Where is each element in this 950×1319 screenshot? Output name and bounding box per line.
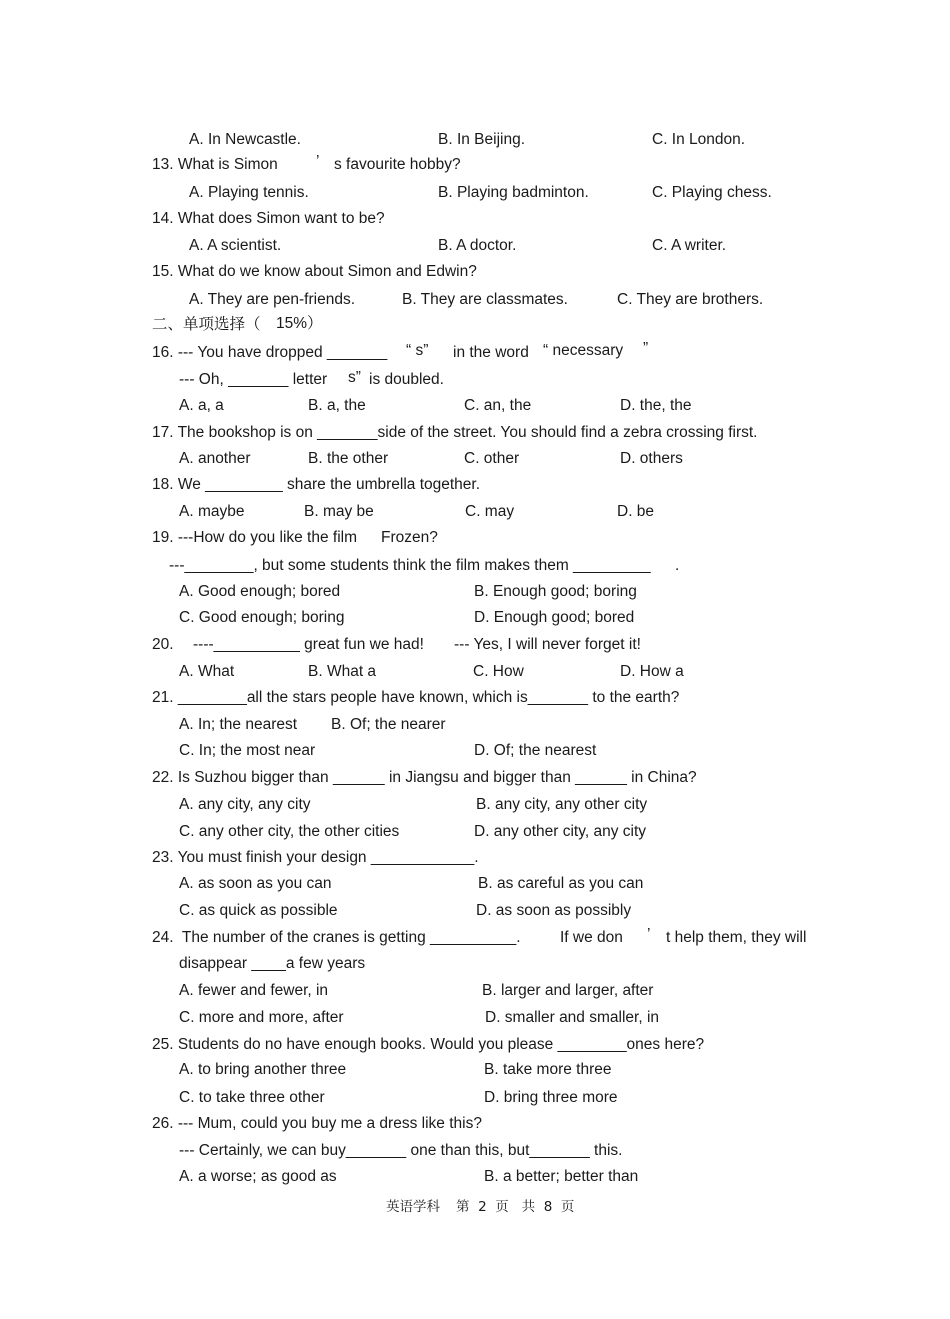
q18-option-a: A. maybe — [179, 503, 245, 520]
q13-apostrophe: ’ — [316, 153, 320, 170]
q18-option-b: B. may be — [304, 503, 374, 520]
q25-option-d: D. bring three more — [484, 1089, 618, 1106]
q16-option-c: C. an, the — [464, 397, 532, 414]
q19-option-a: A. Good enough; bored — [179, 583, 341, 600]
q20-option-d: D. How a — [620, 663, 684, 680]
q18-option-d: D. be — [617, 503, 655, 520]
q20-option-a: A. What — [179, 663, 235, 680]
q16-close-quote: ” — [643, 340, 649, 357]
q14-option-a: A. A scientist. — [189, 237, 282, 254]
q24-option-d: D. smaller and smaller, in — [485, 1009, 660, 1026]
q16-question-part3: in the word — [453, 344, 529, 361]
q23-option-d: D. as soon as possibly — [476, 902, 632, 919]
q26-reply: --- Certainly, we can buy_______ one than this, but_______ this. — [179, 1142, 623, 1159]
q15-option-b: B. They are classmates. — [402, 291, 568, 308]
q24-apostrophe: ’ — [647, 926, 651, 943]
section-2-percent: 15%） — [276, 315, 323, 332]
q15-question: 15. What do we know about Simon and Edwin? — [152, 263, 477, 280]
q19-film-title: Frozen? — [381, 529, 438, 546]
q19-reply-period: . — [675, 557, 680, 574]
q19-option-b: B. Enough good; boring — [474, 583, 637, 600]
q25-option-a: A. to bring another three — [179, 1061, 347, 1078]
q21-option-c: C. In; the most near — [179, 742, 316, 759]
q16-option-a: A. a, a — [179, 397, 224, 414]
q17-option-d: D. others — [620, 450, 683, 467]
q25-option-c: C. to take three other — [179, 1089, 325, 1106]
section-2-title: 二、单项选择（ — [152, 315, 261, 333]
q18-option-c: C. may — [465, 503, 515, 520]
q16-option-d: D. the, the — [620, 397, 692, 414]
q13-option-b: B. Playing badminton. — [438, 184, 589, 201]
q15-option-c: C. They are brothers. — [617, 291, 764, 308]
q16-reply-letter: s” — [348, 369, 361, 386]
q24-option-b: B. larger and larger, after — [482, 982, 654, 999]
q13-question-part1: 13. What is Simon — [152, 156, 278, 173]
q12-option-c: C. In London. — [652, 131, 746, 148]
q16-reply-part1: --- Oh, _______ letter — [179, 371, 328, 388]
q17-option-b: B. the other — [308, 450, 389, 467]
q23-option-a: A. as soon as you can — [179, 875, 332, 892]
q16-reply-part3: is doubled. — [369, 371, 444, 388]
q21-option-a: A. In; the nearest — [179, 716, 298, 733]
footer-subject: 英语学科 — [386, 1199, 440, 1215]
q20-reply: --- Yes, I will never forget it! — [454, 636, 641, 653]
q21-option-d: D. Of; the nearest — [474, 742, 597, 759]
q19-option-d: D. Enough good; bored — [474, 609, 635, 626]
q22-option-c: C. any other city, the other cities — [179, 823, 400, 840]
q13-option-a: A. Playing tennis. — [189, 184, 309, 201]
q12-option-a: A. In Newcastle. — [189, 131, 301, 148]
q17-option-c: C. other — [464, 450, 520, 467]
q22-option-a: A. any city, any city — [179, 796, 311, 813]
q23-question: 23. You must finish your design ____________. — [152, 849, 479, 866]
q18-question: 18. We _________ share the umbrella together. — [152, 476, 481, 493]
q24-option-c: C. more and more, after — [179, 1009, 344, 1026]
q16-letter-s: “ s” — [406, 342, 429, 359]
q12-option-b: B. In Beijing. — [438, 131, 526, 148]
q19-option-c: C. Good enough; boring — [179, 609, 345, 626]
q22-option-d: D. any other city, any city — [474, 823, 646, 840]
q13-question-part2: s favourite hobby? — [334, 156, 461, 173]
q22-question: 22. Is Suzhou bigger than ______ in Jiangsu and bigger than ______ in China? — [152, 769, 697, 786]
q25-question: 25. Students do no have enough books. Would you please ________ones here? — [152, 1036, 705, 1053]
q21-question: 21. ________all the stars people have known, which is_______ to the earth? — [152, 689, 680, 706]
q16-word-necessary: “ necessary — [543, 342, 624, 359]
q19-question-part1: 19. ---How do you like the film — [152, 529, 358, 546]
q24-question-line2: disappear ____a few years — [179, 955, 366, 972]
q25-option-b: B. take more three — [484, 1061, 612, 1078]
q24-question-part4: t help them, they will — [666, 929, 807, 946]
q26-option-b: B. a better; better than — [484, 1168, 639, 1185]
q20-number: 20. — [152, 636, 174, 653]
q21-option-b: B. Of; the nearer — [331, 716, 446, 733]
q15-option-a: A. They are pen-friends. — [189, 291, 355, 308]
q24-question-part2: If we don — [560, 929, 623, 946]
q24-question-part1: 24. The number of the cranes is getting __________. — [152, 929, 521, 946]
q20-question: ----__________ great fun we had! — [193, 636, 424, 653]
q23-option-b: B. as careful as you can — [478, 875, 644, 892]
q16-question-part1: 16. --- You have dropped _______ — [152, 344, 388, 361]
q26-question: 26. --- Mum, could you buy me a dress like this? — [152, 1115, 482, 1132]
q26-option-a: A. a worse; as good as — [179, 1168, 337, 1185]
q13-option-c: C. Playing chess. — [652, 184, 772, 201]
q17-question: 17. The bookshop is on _______side of the street. You should find a zebra crossing first. — [152, 424, 758, 441]
q16-option-b: B. a, the — [308, 397, 366, 414]
q17-option-a: A. another — [179, 450, 251, 467]
footer-page-number: 第 2 页 共 8 页 — [456, 1199, 575, 1215]
q20-option-c: C. How — [473, 663, 524, 680]
q22-option-b: B. any city, any other city — [476, 796, 648, 813]
q20-option-b: B. What a — [308, 663, 377, 680]
q14-option-c: C. A writer. — [652, 237, 727, 254]
q24-option-a: A. fewer and fewer, in — [179, 982, 329, 999]
q14-question: 14. What does Simon want to be? — [152, 210, 385, 227]
q14-option-b: B. A doctor. — [438, 237, 517, 254]
q19-reply: ---________, but some students think the film makes them _________ — [169, 557, 651, 574]
q23-option-c: C. as quick as possible — [179, 902, 338, 919]
